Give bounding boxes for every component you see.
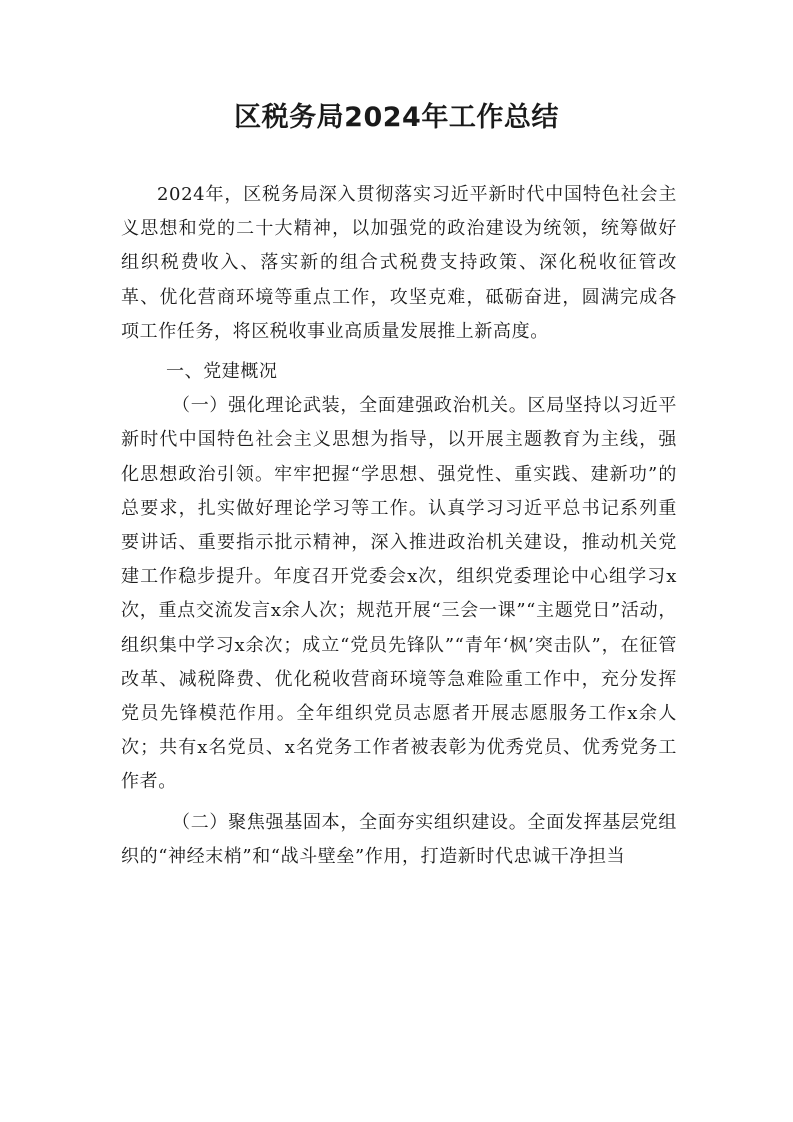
- document-title: 区税务局2024年工作总结: [234, 102, 559, 133]
- paragraph-theory-arming: （一）强化理论武装，全面建强政治机关。区局坚持以习近平新时代中国特色社会主义思想为指导，以开展主题教育为主线，强化思想政治引领。牢牢把握“学思想、强党性、重实践、建新功”的总要求，扎实做好理论学习等工作。认真学习习近平总书记系列重要讲话、重要指示批示精神，深入推进政治机关建设，推动机关党建工作稳步提升。年度召开党委会x次，组织党委理论中心组学习x次，重点交流发言x余人次；规范开展“三会一课”“主题党日”活动，组织集中学习x余次；成立“党员先锋队”“青年‘枫’突击队”，在征管改革、减税降费、优化税收营商环境等急难险重工作中，充分发挥党员先锋模范作用。全年组织党员志愿者开展志愿服务工作x余人次；共有x名党员、x名党务工作者被表彰为优秀党员、优秀党务工作者。: [121, 395, 677, 793]
- paragraph-organization-building: （二）聚焦强基固本，全面夯实组织建设。全面发挥基层党组织的“神经末梢”和“战斗壁垒”作用，打造新时代忠诚干净担当: [121, 811, 677, 867]
- document-body: [121, 178, 677, 874]
- section-heading-party-building: 一、党建概况: [166, 361, 278, 383]
- intro-paragraph: 2024年，区税务局深入贯彻落实习近平新时代中国特色社会主义思想和党的二十大精神，以加强党的政治建设为统领，统筹做好组织税费收入、落实新的组合式税费支持政策、深化税收征管改革、优化营商环境等重点工作，攻坚克难，砥砺奋进，圆满完成各项工作任务，将区税收事业高质量发展推上新高度。: [121, 184, 677, 342]
